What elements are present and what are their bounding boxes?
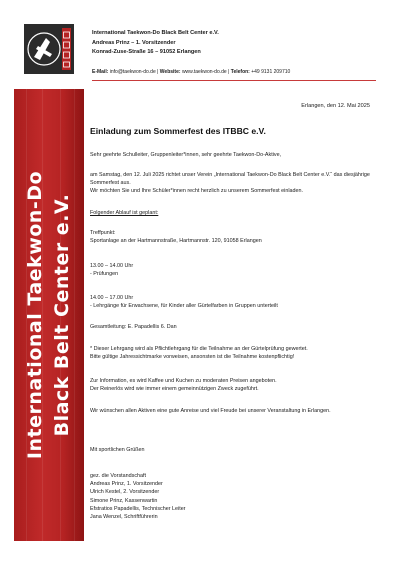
org-header xyxy=(92,29,219,58)
signer-item: Simone Prinz, Kassenwartin xyxy=(90,497,158,504)
slot-2-time: 14.00 – 17.00 Uhr xyxy=(90,295,134,301)
side-banner xyxy=(14,89,84,541)
slot-2-desc: - Lehrgänge für Erwachsene, für Kinder aller Gürtelfarben in Gruppen unterteilt xyxy=(90,303,278,310)
signer-item: Efstratios Papadellis, Technischer Leiter xyxy=(90,505,186,512)
overall-lead: Gesamtleitung: E. Papadellis 6. Dan xyxy=(90,324,177,330)
sign-intro: gez. die Vorstandschaft xyxy=(90,473,147,479)
slot-1-desc: - Prüfungen xyxy=(90,271,119,278)
signer-item: Jana Wenzel, Schriftführerin xyxy=(90,514,158,521)
note-line-1: * Dieser Lehrgang wird als Pflichtlehrgang für die Teilnahme an der Gürtelprüfung gewertet. xyxy=(90,346,308,352)
schedule-slot-1 xyxy=(90,262,380,278)
header-divider xyxy=(92,80,376,81)
banner-line-1: International Taekwon-Do xyxy=(24,170,46,460)
note-line-2: Bitte gültige Jahressichtmarke vorweisen, ansonsten ist die Teilnahme kostenpflichtig! xyxy=(90,354,295,361)
intro-paragraph xyxy=(90,171,380,196)
signer-item: Ulrich Kestel, 2. Vorsitzender xyxy=(90,489,160,496)
phone-label: Telefon: xyxy=(230,69,250,75)
meeting-label: Treffpunkt: xyxy=(90,230,116,236)
website-label: Website: xyxy=(159,69,181,75)
signature-block xyxy=(90,472,380,521)
mandatory-note xyxy=(90,345,380,361)
banner-line-2: Black Belt Center e.V. xyxy=(51,193,73,437)
meeting-place: Sportanlage an der Hartmannstraße, Hartmannstr. 120, 91058 Erlangen xyxy=(90,238,262,245)
salutation: Sehr geehrte Schulleiter, Gruppenleiter*innen, sehr geehrte Taekwon-Do-Aktive, xyxy=(90,152,282,158)
letter-date: Erlangen, den 12. Mai 2025 xyxy=(301,103,370,109)
closing: Mit sportlichen Grüßen xyxy=(90,447,145,453)
info-line-2: Der Reinerlös wird wie immer einem gemeinnützigen Zweck zugeführt. xyxy=(90,386,259,393)
org-chair: Andreas Prinz – 1. Vorsitzender xyxy=(92,39,176,46)
intro-line-1: am Samstag, den 12. Juli 2025 richtet unser Verein „International Taekwon-Do Black Belt Center e.V.“ das diesjährige Sommerfest aus. xyxy=(90,172,370,187)
club-logo-icon xyxy=(24,24,74,74)
separator: | xyxy=(155,69,160,75)
contact-line xyxy=(92,69,290,76)
signer-item: Andreas Prinz, 1. Vorsitzender xyxy=(90,481,163,488)
schedule-slot-2 xyxy=(90,294,380,310)
email-link[interactable]: info@taekwon-do.de xyxy=(109,69,156,75)
info-line-1: Zur Information, es wird Kaffee und Kuchen zu moderaten Preisen angeboten. xyxy=(90,378,277,384)
letter-title: Einladung zum Sommerfest des ITBBC e.V. xyxy=(90,126,266,136)
wish-paragraph: Wir wünschen allen Aktiven eine gute Anreise und viel Freude bei unserer Veranstaltung in Erlangen. xyxy=(90,408,331,414)
org-address: Konrad-Zuse-Straße 16 – 91052 Erlangen xyxy=(92,49,201,56)
slot-1-time: 13.00 – 14.00 Uhr xyxy=(90,263,134,269)
schedule-heading: Folgender Ablauf ist geplant: xyxy=(90,210,159,216)
website-link[interactable]: www.taekwon-do.de xyxy=(181,69,227,75)
club-logo xyxy=(24,24,74,74)
email-label: E-Mail: xyxy=(92,69,109,75)
info-paragraph xyxy=(90,377,380,393)
org-name: International Taekwon-Do Black Belt Center e.V. xyxy=(92,30,219,36)
separator: | xyxy=(226,69,231,75)
banner-text xyxy=(22,89,76,541)
phone-number: +49 9131 209710 xyxy=(251,69,291,75)
meeting-point xyxy=(90,229,380,245)
intro-line-2: Wir möchten Sie und Ihre Schüler*innen recht herzlich zu unserem Sommerfest einladen. xyxy=(90,188,304,195)
